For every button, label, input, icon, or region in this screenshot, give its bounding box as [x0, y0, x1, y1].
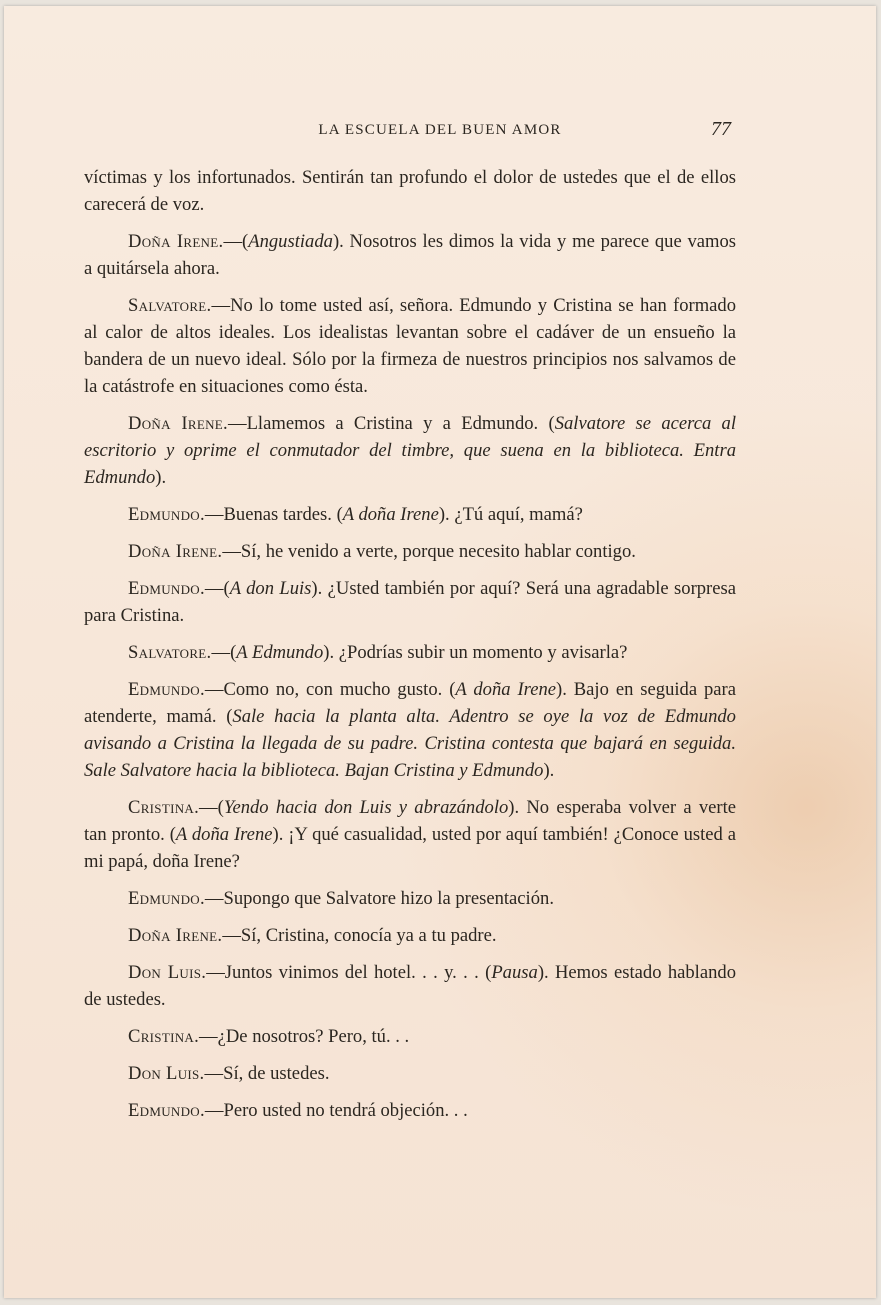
dialogue-paragraph	[84, 575, 736, 629]
dialogue-paragraph	[84, 676, 736, 784]
dialogue-paragraph	[84, 538, 736, 565]
dialogue-paragraph	[84, 228, 736, 282]
speaker-name: Don Luis.	[128, 1063, 205, 1084]
dialogue-text: —¿De nosotros? Pero, tú. . .	[199, 1026, 410, 1047]
running-head	[4, 118, 876, 142]
stage-direction: A Edmundo	[236, 642, 324, 663]
speaker-name: Doña Irene.	[128, 925, 223, 946]
dialogue-text: —(	[204, 578, 230, 599]
dialogue-text: ). ¡Y qué casualidad, usted por aquí también! ¿Conoce usted a mi papá, doña Irene?	[84, 824, 737, 872]
dialogue-text: ). Bajo en seguida para atenderte, mamá. (	[84, 679, 737, 727]
stage-direction: Angustiada	[248, 231, 333, 252]
stage-direction: A doña Irene	[342, 504, 439, 525]
dialogue-text: —Sí, he venido a verte, porque necesito hablar contigo.	[222, 541, 636, 562]
dialogue-text: —Pero usted no tendrá objeción. . .	[204, 1100, 468, 1121]
dialogue-text: —Sí, de ustedes.	[204, 1063, 330, 1084]
speaker-name: Edmundo.	[128, 679, 205, 700]
stage-direction: A doña Irene	[455, 679, 557, 700]
page-number: 77	[711, 118, 731, 140]
dialogue-paragraph	[84, 959, 736, 1013]
speaker-name: Doña Irene.	[128, 541, 223, 562]
dialogue-paragraph	[84, 501, 736, 528]
dialogue-text: ). ¿Podrías subir un momento y avisarla?	[323, 642, 628, 663]
stage-direction: Sale hacia la planta alta. Adentro se oye la voz de Edmundo avisando a Cristina la llegada de su padre. Cristina contesta que bajará en seguida. Sale Salvatore hacia la biblioteca. Bajan Cristina y Edmundo	[84, 706, 736, 781]
dialogue-paragraph	[84, 922, 736, 949]
stage-direction: A don Luis	[229, 578, 312, 599]
dialogue-text: —(	[211, 642, 237, 663]
dialogue-text: ).	[543, 760, 555, 781]
speaker-name: Cristina.	[128, 797, 200, 818]
stage-direction: A doña Irene	[175, 824, 273, 845]
dialogue-text: víctimas y los infortunados. Sentirán tan profundo el dolor de ustedes que el de ellos carecerá de voz.	[84, 167, 736, 215]
stage-direction: Yendo hacia don Luis y abrazándolo	[223, 797, 509, 818]
speaker-name: Edmundo.	[128, 888, 205, 909]
dialogue-paragraph	[84, 639, 736, 666]
dialogue-paragraph	[84, 885, 736, 912]
dialogue-text: —No lo tome usted así, señora. Edmundo y Cristina se han formado al calor de altos ideales. Los idealistas levantan sobre el cadáver de un ensueño la bandera de un nuevo ideal. Sólo por la firmeza de nuestros principios nos salvamos de la catástrofe en situaciones como ésta.	[84, 295, 736, 397]
dialogue-text: —(	[223, 231, 249, 252]
speaker-name: Doña Irene.	[128, 231, 224, 252]
dialogue-text: ). Nosotros les dimos la vida y me parece que vamos a quitársela ahora.	[84, 231, 736, 279]
dialogue-paragraph	[84, 292, 736, 400]
speaker-name: Don Luis.	[128, 962, 207, 983]
dialogue-text: ). ¿Usted también por aquí? Será una agradable sorpresa para Cristina.	[84, 578, 736, 626]
dialogue-text: —Buenas tardes. (	[204, 504, 343, 525]
dialogue-paragraph	[84, 164, 736, 218]
speaker-name: Salvatore.	[128, 642, 212, 663]
speaker-name: Edmundo.	[128, 1100, 205, 1121]
book-page	[4, 6, 876, 1298]
dialogue-text: —(	[199, 797, 224, 818]
dialogue-text: —Sí, Cristina, conocía ya a tu padre.	[222, 925, 497, 946]
dialogue-paragraph	[84, 1097, 736, 1124]
dialogue-paragraph	[84, 794, 736, 875]
speaker-name: Cristina.	[128, 1026, 200, 1047]
dialogue-text: —Juntos vinimos del hotel. . . y. . . (	[206, 962, 492, 983]
body-text	[84, 164, 736, 1134]
speaker-name: Edmundo.	[128, 578, 205, 599]
dialogue-paragraph	[84, 1060, 736, 1087]
dialogue-text: ).	[155, 467, 167, 488]
speaker-name: Doña Irene.	[128, 413, 228, 434]
dialogue-text: ). No esperaba volver a verte tan pronto. (	[84, 797, 736, 845]
dialogue-text: ). ¿Tú aquí, mamá?	[438, 504, 583, 525]
dialogue-text: —Como no, con mucho gusto. (	[204, 679, 456, 700]
dialogue-text: ). Hemos estado hablando de ustedes.	[84, 962, 736, 1010]
dialogue-text: —Supongo que Salvatore hizo la presentación.	[204, 888, 554, 909]
dialogue-paragraph	[84, 410, 736, 491]
speaker-name: Edmundo.	[128, 504, 205, 525]
stage-direction: Pausa	[491, 962, 538, 983]
dialogue-text: —Llamemos a Cristina y a Edmundo. (	[227, 413, 555, 434]
dialogue-paragraph	[84, 1023, 736, 1050]
running-title: LA ESCUELA DEL BUEN AMOR	[318, 122, 562, 138]
stage-direction: Salvatore se acerca al escritorio y oprime el conmutador del timbre, que suena en la biblioteca. Entra Edmundo	[84, 413, 736, 488]
speaker-name: Salvatore.	[128, 295, 212, 316]
